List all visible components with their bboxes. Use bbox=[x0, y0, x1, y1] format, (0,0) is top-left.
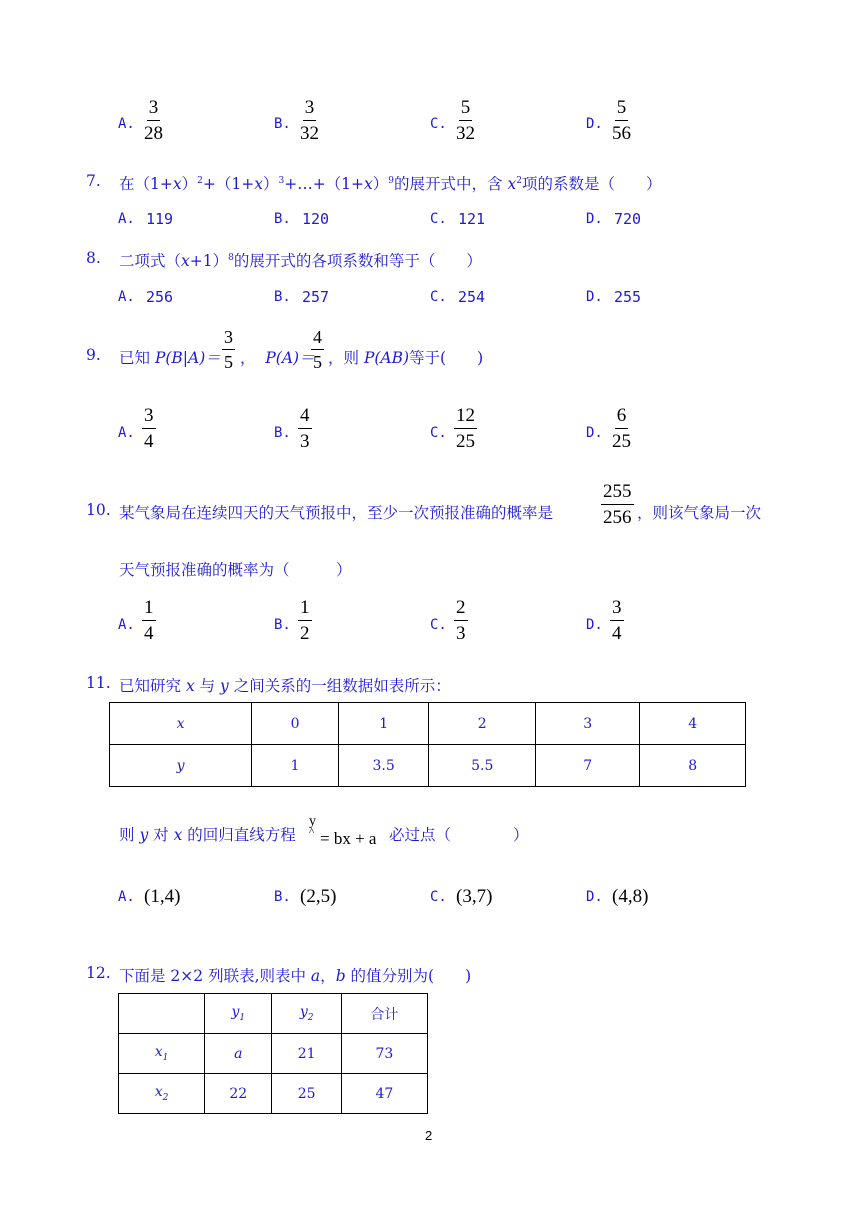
text: ） bbox=[181, 175, 198, 193]
numerator: 255 bbox=[601, 482, 634, 505]
q11-regression-stem bbox=[119, 823, 296, 845]
exponent: 8 bbox=[228, 253, 234, 263]
q6-option-c-letter: C. bbox=[430, 116, 447, 132]
q11-option-a-value: (1,4) bbox=[144, 886, 181, 907]
text: 对 bbox=[148, 826, 174, 844]
table-row-x2 bbox=[119, 1074, 428, 1114]
q9-option-d-fraction bbox=[610, 406, 633, 451]
exponent: 2 bbox=[197, 176, 203, 186]
conditional-probability-expr: P(B|A)＝ bbox=[154, 349, 221, 367]
var-x: x bbox=[254, 175, 263, 193]
q7-option-d-value: 720 bbox=[614, 210, 642, 228]
table-cell: 5.5 bbox=[429, 745, 536, 787]
denominator: 25 bbox=[612, 431, 631, 452]
denominator: 2 bbox=[300, 623, 310, 644]
text: 则 bbox=[119, 826, 140, 844]
text: ，则 bbox=[328, 349, 364, 367]
numerator: 12 bbox=[454, 406, 477, 429]
table-cell: 合计 bbox=[341, 994, 427, 1034]
var-x: x bbox=[185, 677, 195, 695]
table-cell: 8 bbox=[640, 745, 746, 787]
numerator: 5 bbox=[615, 98, 629, 121]
q7-option-b-value: 120 bbox=[302, 210, 330, 228]
q9-stem-end bbox=[328, 346, 483, 368]
text: +（1+ bbox=[202, 175, 255, 193]
q10-option-a-letter: A. bbox=[118, 617, 135, 633]
q11-option-c-value: (3,7) bbox=[456, 886, 493, 907]
q7-option-c-letter: C. bbox=[430, 211, 447, 227]
q8-option-b-letter: B. bbox=[274, 289, 291, 305]
q10-option-c-fraction bbox=[454, 598, 468, 643]
q10-option-a-fraction bbox=[142, 598, 156, 643]
table-cell: 0 bbox=[252, 703, 339, 745]
q10-stem-line2: 天气预报准确的概率为（ ） bbox=[119, 561, 352, 579]
regression-equation: = bx + a bbox=[320, 829, 377, 848]
q6-option-b-fraction bbox=[298, 98, 321, 143]
table-cell: 1 bbox=[252, 745, 339, 787]
q6-option-d-letter: D. bbox=[586, 116, 603, 132]
q7-option-d-letter: D. bbox=[586, 211, 603, 227]
denominator: 32 bbox=[456, 123, 475, 144]
text: ， bbox=[320, 967, 336, 985]
text: 与 bbox=[194, 677, 221, 695]
numerator: 5 bbox=[459, 98, 473, 121]
denominator: 32 bbox=[300, 123, 319, 144]
table-cell-x1: $x_1$ bbox=[119, 1034, 205, 1074]
q8-option-a-letter: A. bbox=[118, 289, 135, 305]
numerator: 4 bbox=[298, 406, 312, 429]
q11-option-d-value: (4,8) bbox=[612, 886, 649, 907]
var-x: x bbox=[507, 175, 517, 193]
table-cell: 7 bbox=[536, 745, 640, 787]
denominator: 4 bbox=[144, 623, 154, 644]
exponent: 9 bbox=[388, 176, 395, 186]
q8-option-a-value: 256 bbox=[146, 288, 174, 306]
q9-option-d-letter: D. bbox=[586, 425, 603, 441]
q9-option-b-letter: B. bbox=[274, 425, 291, 441]
q9-option-a-fraction bbox=[142, 406, 156, 451]
numerator: 3 bbox=[303, 98, 317, 121]
var-x: x bbox=[364, 175, 373, 193]
q11-regression-stem-end: 必过点（ ） bbox=[389, 826, 529, 844]
var-x: x bbox=[173, 826, 183, 844]
var-y: y bbox=[220, 677, 229, 695]
q10-fraction bbox=[601, 482, 634, 527]
q6-option-b-letter: B. bbox=[274, 116, 291, 132]
var-a: a bbox=[310, 967, 321, 985]
q8-stem bbox=[119, 249, 482, 271]
q8-number: 8. bbox=[86, 249, 101, 267]
numerator: 4 bbox=[311, 328, 324, 350]
text: +…+（1+ bbox=[284, 175, 365, 193]
table-cell: 3.5 bbox=[338, 745, 429, 787]
table-cell-y2: $y_2$ bbox=[272, 994, 341, 1034]
q8-option-c-letter: C. bbox=[430, 289, 447, 305]
joint-probability-expr: P(AB) bbox=[363, 349, 410, 367]
q8-option-d-letter: D. bbox=[586, 289, 603, 305]
q9-option-b-fraction bbox=[298, 406, 312, 451]
q9-stem-mid bbox=[240, 346, 315, 368]
q6-option-d-fraction bbox=[610, 98, 633, 143]
q9-option-a-letter: A. bbox=[118, 425, 135, 441]
q7-option-a-letter: A. bbox=[118, 211, 135, 227]
text: 之间关系的一组数据如表所示： bbox=[228, 677, 451, 695]
table-cell: 25 bbox=[272, 1074, 341, 1114]
denominator: 28 bbox=[144, 123, 163, 144]
table-cell: x bbox=[110, 703, 252, 745]
denominator: 4 bbox=[144, 431, 154, 452]
q10-option-c-letter: C. bbox=[430, 617, 447, 633]
q6-option-a-fraction bbox=[142, 98, 165, 143]
q10-option-d-letter: D. bbox=[586, 617, 603, 633]
text: 的展开式的各项系数和等于（ ） bbox=[233, 252, 482, 270]
table-cell: 3 bbox=[536, 703, 640, 745]
text: 在（1+ bbox=[119, 175, 173, 193]
table-cell: a bbox=[205, 1034, 272, 1074]
text: 已知研究 bbox=[119, 677, 186, 695]
text: ） bbox=[372, 175, 389, 193]
q7-number: 7. bbox=[86, 172, 101, 190]
exponent: 2 bbox=[516, 176, 522, 186]
q8-option-c-value: 254 bbox=[458, 288, 486, 306]
numerator: 6 bbox=[615, 406, 629, 429]
table-cell: 21 bbox=[272, 1034, 341, 1074]
regression-y: y bbox=[309, 814, 316, 829]
exponent: 3 bbox=[278, 176, 285, 186]
q6-option-a-letter: A. bbox=[118, 116, 135, 132]
text: 项的系数是（ ） bbox=[521, 175, 662, 193]
text: 下面是 2×2 列联表,则表中 bbox=[119, 967, 311, 985]
numerator: 2 bbox=[454, 598, 468, 621]
numerator: 3 bbox=[222, 328, 235, 350]
q12-contingency-table bbox=[118, 993, 428, 1114]
probability-expr: P(A)＝ bbox=[265, 349, 315, 367]
var-y: y bbox=[139, 826, 149, 844]
q11-option-a-letter: A. bbox=[118, 889, 135, 905]
table-cell: 47 bbox=[341, 1074, 427, 1114]
text: 已知 bbox=[119, 349, 155, 367]
q11-number: 11. bbox=[86, 674, 111, 692]
q9-fraction-2 bbox=[311, 328, 324, 371]
table-row-y bbox=[110, 745, 746, 787]
table-cell bbox=[119, 994, 205, 1034]
table-cell-x2: $x_2$ bbox=[119, 1074, 205, 1114]
text: +1） bbox=[189, 252, 229, 270]
q11-option-c-letter: C. bbox=[430, 889, 447, 905]
text: 的值分别为( ) bbox=[345, 967, 472, 985]
table-cell: 2 bbox=[429, 703, 536, 745]
text: 二项式（ bbox=[119, 252, 182, 270]
q10-option-d-fraction bbox=[610, 598, 624, 643]
q9-option-c-letter: C. bbox=[430, 425, 447, 441]
q10-option-b-letter: B. bbox=[274, 617, 291, 633]
table-row-x1 bbox=[119, 1034, 428, 1074]
q11-option-d-letter: D. bbox=[586, 889, 603, 905]
denominator: 56 bbox=[612, 123, 631, 144]
var-x: x bbox=[181, 252, 190, 270]
q9-number: 9. bbox=[86, 346, 101, 364]
numerator: 1 bbox=[298, 598, 312, 621]
text: 的回归直线方程 bbox=[182, 826, 296, 844]
denominator: 4 bbox=[612, 623, 622, 644]
table-cell: 73 bbox=[341, 1034, 427, 1074]
q10-stem-line1-end: ，则该气象局一次 bbox=[637, 504, 762, 522]
q7-option-c-value: 121 bbox=[458, 210, 486, 228]
numerator: 3 bbox=[142, 406, 156, 429]
table-cell: 4 bbox=[640, 703, 746, 745]
table-row-x bbox=[110, 703, 746, 745]
q7-stem bbox=[119, 172, 661, 194]
q10-number: 10. bbox=[86, 501, 111, 519]
numerator: 3 bbox=[147, 98, 161, 121]
q7-option-b-letter: B. bbox=[274, 211, 291, 227]
q9-fraction-1 bbox=[222, 328, 235, 371]
regression-hat: ^ bbox=[309, 826, 315, 838]
denominator: 3 bbox=[456, 623, 466, 644]
page-number: 2 bbox=[425, 1128, 433, 1143]
text: 的展开式中，含 bbox=[394, 175, 508, 193]
table-cell: 22 bbox=[205, 1074, 272, 1114]
q11-data-table bbox=[109, 702, 746, 787]
q8-option-b-value: 257 bbox=[302, 288, 330, 306]
denominator: 5 bbox=[224, 352, 233, 372]
q11-option-b-value: (2,5) bbox=[300, 886, 337, 907]
text: ） bbox=[262, 175, 279, 193]
q12-number: 12. bbox=[86, 964, 111, 982]
text: 等于( ) bbox=[409, 349, 484, 367]
q7-option-a-value: 119 bbox=[146, 210, 174, 228]
q10-option-b-fraction bbox=[298, 598, 312, 643]
table-cell-y1: $y_1$ bbox=[205, 994, 272, 1034]
var-x: x bbox=[172, 175, 182, 193]
numerator: 1 bbox=[142, 598, 156, 621]
table-cell: 1 bbox=[338, 703, 429, 745]
text: ， bbox=[240, 349, 256, 367]
q9-option-c-fraction bbox=[454, 406, 477, 451]
q10-stem-line1: 某气象局在连续四天的天气预报中，至少一次预报准确的概率是 bbox=[119, 504, 554, 522]
q8-option-d-value: 255 bbox=[614, 288, 642, 306]
q11-stem bbox=[119, 674, 451, 696]
var-b: b bbox=[335, 967, 346, 985]
table-cell: y bbox=[110, 745, 252, 787]
denominator: 25 bbox=[456, 431, 475, 452]
q9-stem-start bbox=[119, 346, 221, 368]
table-header-row bbox=[119, 994, 428, 1034]
numerator: 3 bbox=[610, 598, 624, 621]
denominator: 256 bbox=[603, 507, 632, 528]
denominator: 5 bbox=[313, 352, 322, 372]
q11-option-b-letter: B. bbox=[274, 889, 291, 905]
q12-stem bbox=[119, 964, 471, 986]
denominator: 3 bbox=[300, 431, 310, 452]
q6-option-c-fraction bbox=[454, 98, 477, 143]
